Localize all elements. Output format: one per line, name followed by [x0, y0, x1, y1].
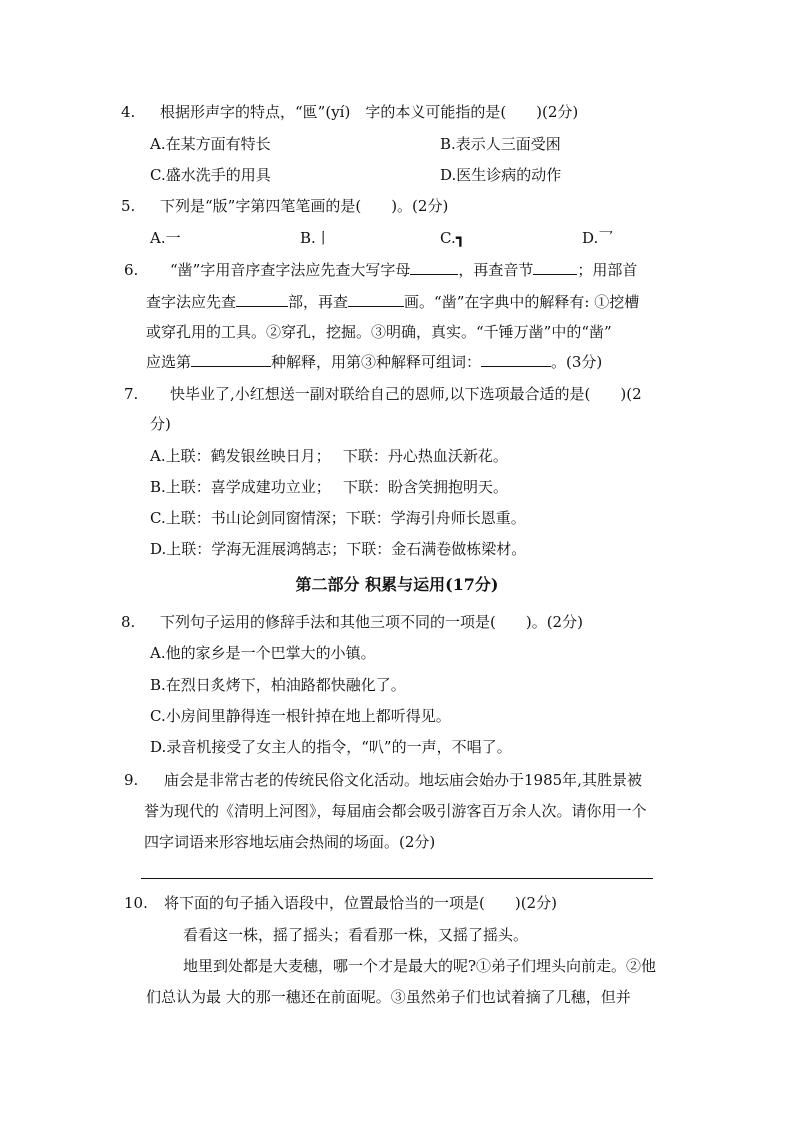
- answer-blank: [191, 352, 271, 367]
- question-9-line-2: 誉为现代的《清明上河图》，每届庙会都会吸引游客百万余人次。请你用一个: [144, 802, 647, 820]
- question-8-option-c: C.小房间里静得连一根针掉在地上都听得见。: [150, 707, 451, 725]
- question-10-stem: 将下面的句子插入语段中，位置最恰当的一项是( )(2分): [164, 894, 557, 912]
- question-5-option-b: B.丨: [300, 229, 331, 247]
- question-6-line-3: 或穿孔用的工具。②穿孔，挖掘。③明确，真实。“千锤万凿”中的“凿”: [146, 323, 612, 341]
- question-4-number: 4.: [121, 103, 136, 121]
- question-5-option-a: A.一: [150, 229, 181, 247]
- answer-blank: [410, 260, 458, 275]
- question-4-stem: 根据形声字的特点，“匜”(yí) 字的本义可能指的是( )(2分): [160, 103, 579, 121]
- question-7-option-c: C.上联：书山论剑同窗情深；下联：学海引舟师长恩重。: [150, 509, 526, 527]
- answer-blank: [533, 260, 577, 275]
- question-7-stem: 快毕业了,小红想送一副对联给自己的恩师,以下选项最合适的是( )(2: [170, 385, 642, 403]
- question-10-passage-line-2: 们总认为最 大的那一穗还在前面呢。③虽然弟子们也试着摘了几穗，但并: [146, 988, 631, 1006]
- question-4-option-b: B.表示人三面受困: [440, 135, 561, 153]
- question-8-number: 8.: [121, 613, 136, 631]
- question-5-number: 5.: [121, 197, 136, 215]
- question-8-option-d: D.录音机接受了女主人的指令，“叭”的一声，不唱了。: [150, 738, 512, 756]
- question-4-option-c: C.盛水洗手的用具: [150, 166, 271, 184]
- question-6-text: 应选第: [146, 353, 192, 371]
- question-4-option-d: D.医生诊病的动作: [440, 166, 562, 184]
- answer-blank: [481, 352, 551, 367]
- question-6-text: 部，再查: [288, 293, 349, 311]
- question-6-text: ；用部首: [577, 261, 638, 279]
- question-9-line-3: 四字词语来形容地坛庙会热闹的场面。(2分): [144, 833, 436, 851]
- question-9-number: 9.: [124, 771, 139, 789]
- question-7-number: 7.: [124, 385, 139, 403]
- question-6-line-1: [170, 260, 637, 280]
- question-5-option-d: D.乛: [582, 229, 614, 247]
- question-7-stem-cont: 分): [150, 415, 171, 433]
- question-5-option-c: C.┓: [440, 229, 465, 247]
- question-6-number: 6.: [124, 261, 139, 279]
- question-6-text: “凿”字用音序查字法应先查大写字母: [170, 261, 411, 279]
- question-5-stem: 下列是“版”字第四笔笔画的是( )。(2分): [160, 197, 449, 215]
- question-8-option-b: B.在烈日炙烤下，柏油路都快融化了。: [150, 676, 406, 694]
- question-7-option-b: B.上联：喜学成建功立业； 下联：盼含笑拥抱明天。: [150, 478, 509, 496]
- answer-blank: [236, 292, 288, 307]
- question-8-option-a: A.他的家乡是一个巴掌大的小镇。: [150, 644, 376, 662]
- question-4-option-a: A.在某方面有特长: [150, 135, 271, 153]
- question-10-passage-line-1: 地里到处都是大麦穗，哪一个才是最大的呢?①弟子们埋头向前走。②他: [183, 957, 657, 975]
- section-2-heading: 第二部分 积累与运用(17分): [295, 575, 499, 594]
- question-10-insert-sentence: 看看这一株，摇了摇头；看看那一株，又摇了摇头。: [183, 926, 529, 944]
- question-10-number: 10.: [124, 894, 148, 912]
- question-6-line-2: [146, 292, 639, 312]
- question-7-option-a: A.上联：鹤发银丝映日月； 下联：丹心热血沃新花。: [150, 447, 508, 465]
- question-6-text: ，再查音节: [458, 261, 534, 279]
- question-6-line-4: [146, 352, 602, 372]
- question-6-text: 画。“凿”在字典中的解释有: ①挖槽: [404, 293, 640, 311]
- question-6-text: 种解释，用第③种解释可组词：: [271, 353, 482, 371]
- question-6-text: 查字法应先查: [146, 293, 237, 311]
- answer-blank: [348, 292, 404, 307]
- question-6-text: 。(3分): [551, 353, 603, 371]
- answer-line: [141, 878, 653, 879]
- question-7-option-d: D.上联：学海无涯展鸿鹄志；下联：金石满卷做栋梁材。: [150, 540, 527, 558]
- question-9-line-1: 庙会是非常古老的传统民俗文化活动。地坛庙会始办于1985年,其胜景被: [164, 771, 642, 789]
- question-8-stem: 下列句子运用的修辞手法和其他三项不同的一项是( )。(2分): [160, 613, 583, 631]
